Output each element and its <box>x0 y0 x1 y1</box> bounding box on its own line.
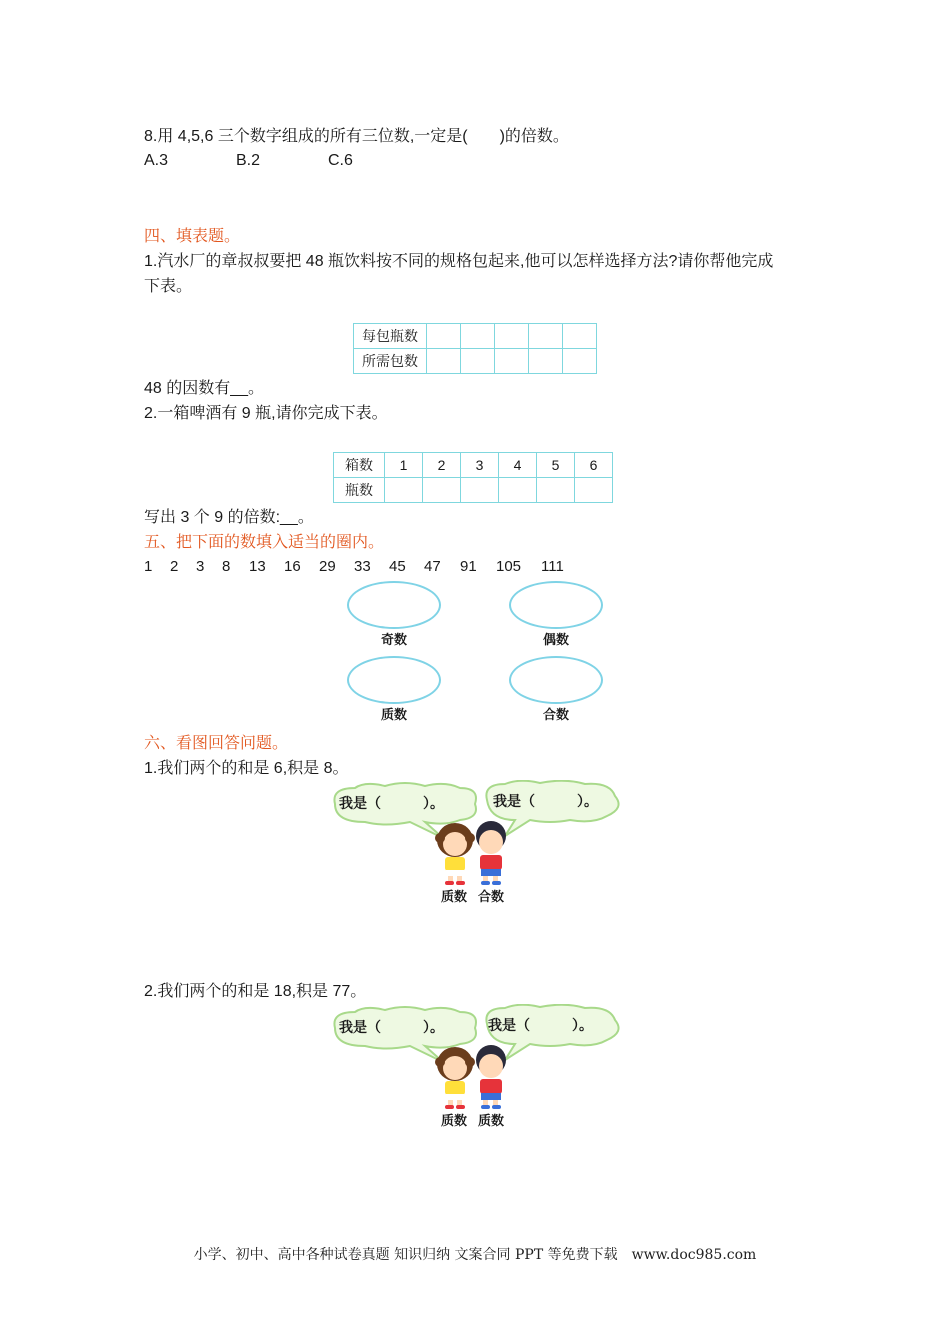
table1-cell[interactable] <box>529 324 563 349</box>
table1-cell[interactable] <box>529 349 563 374</box>
table2-col-header: 6 <box>575 453 613 478</box>
number-item: 47 <box>424 558 441 575</box>
table2-cell[interactable] <box>499 478 537 503</box>
section-4-heading: 四、填表题。 <box>144 228 241 245</box>
even-label: 偶数 <box>542 633 569 648</box>
table2-col-header: 5 <box>537 453 575 478</box>
table1-cell[interactable] <box>563 349 597 374</box>
number-item: 13 <box>249 558 266 575</box>
table1-cell[interactable] <box>461 349 495 374</box>
prime-circle[interactable] <box>347 656 441 704</box>
section-5-heading: 五、把下面的数填入适当的圈内。 <box>144 534 385 551</box>
kid-label-left: 质数 <box>441 1114 468 1129</box>
table1-cell[interactable] <box>495 349 529 374</box>
table2-row1-label: 箱数 <box>334 453 385 478</box>
bubble-text-right: 我是（ ）。 <box>493 794 598 810</box>
number-item: 111 <box>541 558 564 575</box>
number-item: 16 <box>284 558 301 575</box>
even-circle[interactable] <box>509 581 603 629</box>
table2-col-header: 3 <box>461 453 499 478</box>
composite-circle[interactable] <box>509 656 603 704</box>
sec4-q2-text: 2.一箱啤酒有 9 瓶,请你完成下表。 <box>144 405 388 422</box>
table1-row2-label: 所需包数 <box>354 349 427 374</box>
sec4-q1-line1: 1.汽水厂的章叔叔要把 48 瓶饮料按不同的规格包起来,他可以怎样选择方法?请你帮他完成 <box>144 253 774 270</box>
girl-figure <box>435 1047 475 1109</box>
number-item: 3 <box>196 558 205 575</box>
kid-label-right: 质数 <box>478 1114 505 1129</box>
number-item: 45 <box>389 558 406 575</box>
number-item: 33 <box>354 558 371 575</box>
packaging-table <box>353 323 597 374</box>
prime-label: 质数 <box>380 708 407 723</box>
sec6-q2-text: 2.我们两个的和是 18,积是 77。 <box>144 983 367 1000</box>
table2-col-header: 4 <box>499 453 537 478</box>
section-6-heading: 六、看图回答问题。 <box>144 735 289 752</box>
number-item: 29 <box>319 558 336 575</box>
table2-cell[interactable] <box>385 478 423 503</box>
sec4-q2-answer: 写出 3 个 9 的倍数:__。 <box>144 509 314 526</box>
number-item: 8 <box>222 558 231 575</box>
number-item: 1 <box>144 558 153 575</box>
bubble-text-left: 我是（ ）。 <box>339 1020 444 1036</box>
table2-cell[interactable] <box>575 478 613 503</box>
table1-cell[interactable] <box>563 324 597 349</box>
bubble-text-left: 我是（ ）。 <box>339 796 444 812</box>
number-item: 2 <box>170 558 179 575</box>
odd-circle[interactable] <box>347 581 441 629</box>
table2-col-header: 1 <box>385 453 423 478</box>
table1-cell[interactable] <box>427 324 461 349</box>
number-item: 91 <box>460 558 477 575</box>
q8-text: 8.用 4,5,6 三个数字组成的所有三位数,一定是( )的倍数。 <box>144 128 569 145</box>
table2-cell[interactable] <box>537 478 575 503</box>
table2-cell[interactable] <box>423 478 461 503</box>
table2-col-header: 2 <box>423 453 461 478</box>
q8-option-b: B.2 <box>236 152 261 169</box>
bubble-text-right: 我是（ ）。 <box>488 1018 593 1034</box>
q8-option-a: A.3 <box>144 152 169 169</box>
kid-label-right: 合数 <box>478 890 505 905</box>
q8-option-c: C.6 <box>328 152 353 169</box>
table1-cell[interactable] <box>461 324 495 349</box>
sec4-q1-line2: 下表。 <box>144 278 193 295</box>
table2-cell[interactable] <box>461 478 499 503</box>
sec6-q1-text: 1.我们两个的和是 6,积是 8。 <box>144 760 349 777</box>
odd-label: 奇数 <box>380 633 407 648</box>
beer-table <box>333 452 613 503</box>
number-item: 105 <box>496 558 522 575</box>
table1-row1-label: 每包瓶数 <box>354 324 427 349</box>
table2-row2-label: 瓶数 <box>334 478 385 503</box>
girl-figure <box>435 823 475 885</box>
boy-figure <box>476 821 506 885</box>
kid-label-left: 质数 <box>441 890 468 905</box>
sec4-q1-answer: 48 的因数有__。 <box>144 380 265 397</box>
boy-figure <box>476 1045 506 1109</box>
table1-cell[interactable] <box>427 349 461 374</box>
composite-label: 合数 <box>542 708 569 723</box>
footer-text: 小学、初中、高中各种试卷真题 知识归纳 文案合同 PPT 等免费下载 www.doc985.com <box>193 1247 757 1263</box>
table1-cell[interactable] <box>495 324 529 349</box>
